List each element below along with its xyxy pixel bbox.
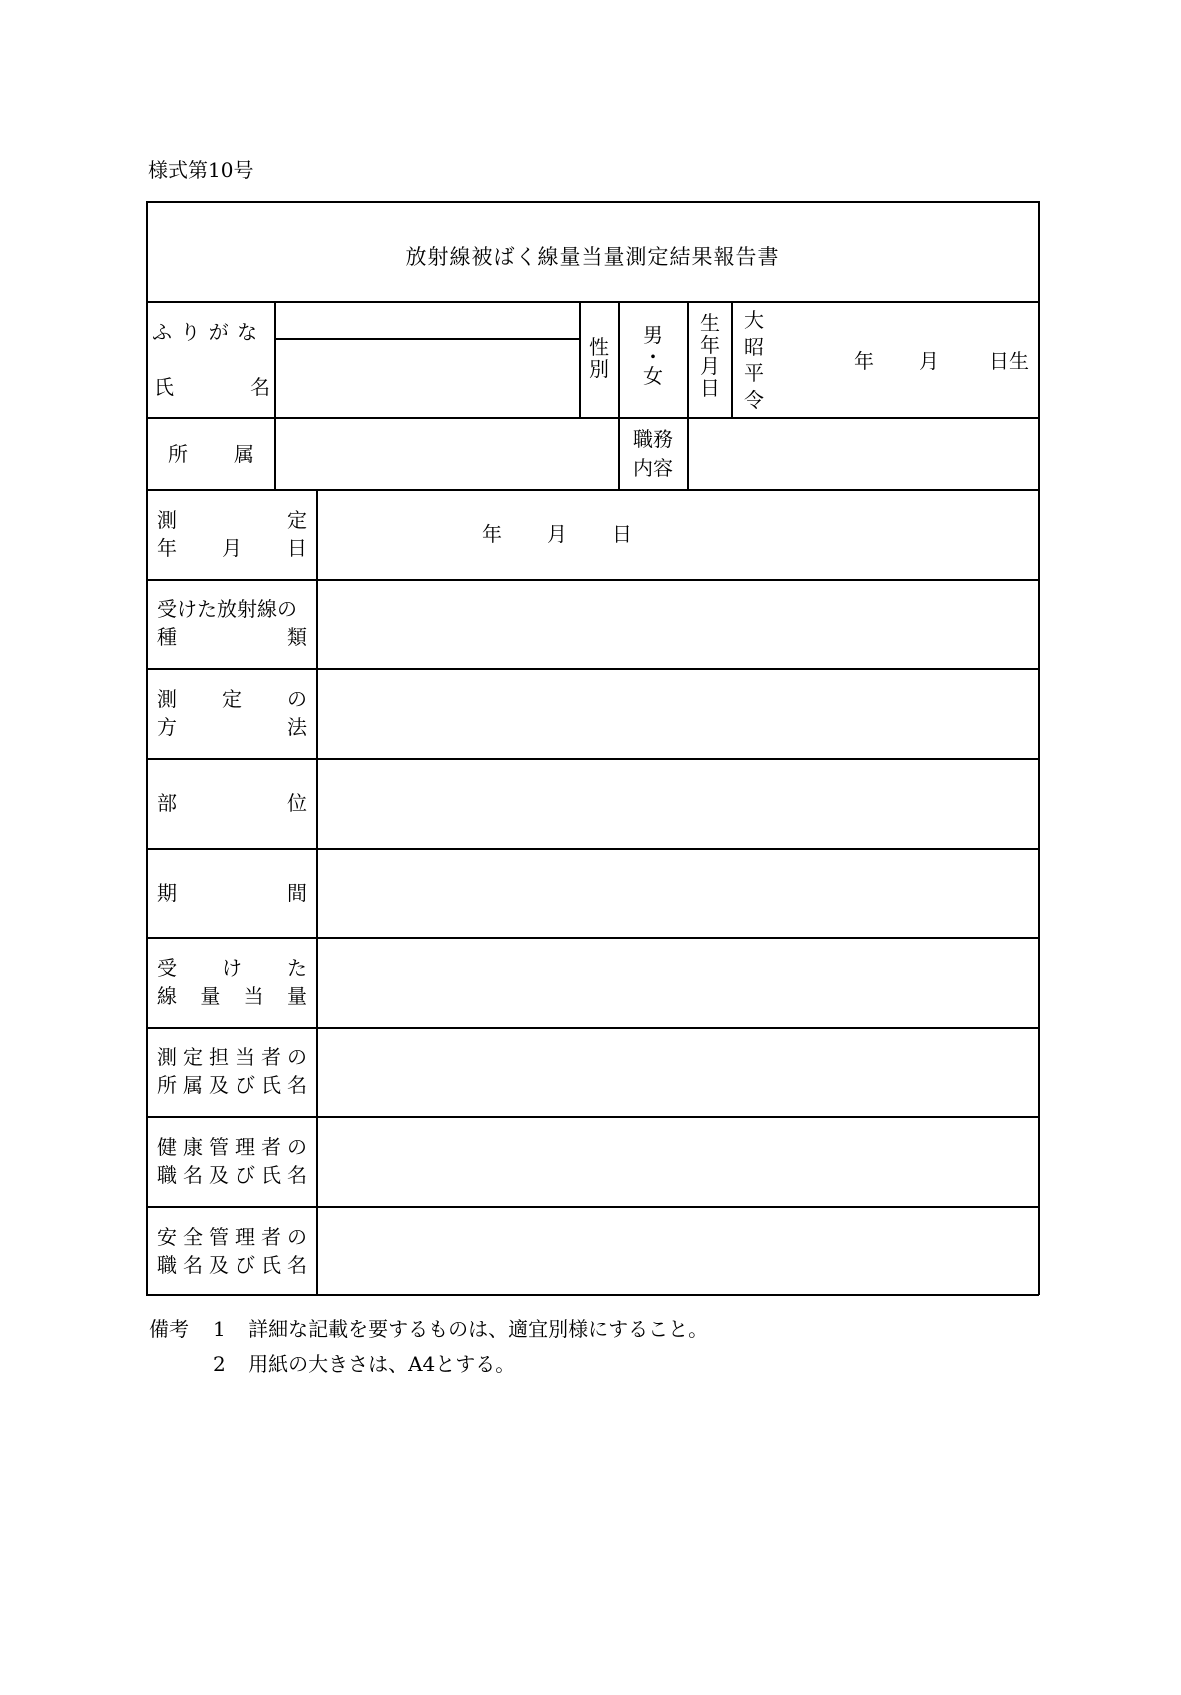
body-part-label: 部 位 [157, 791, 307, 815]
report-title: 放射線被ばく線量当量測定結果報告書 [405, 245, 780, 269]
measurement-method-field[interactable] [318, 670, 1037, 757]
furigana-label: ふ り が な [152, 320, 259, 344]
birth-date-label: 生 年 月 日 [700, 311, 720, 400]
health-manager-label: 健 康 管 理 者 の 職 名 及 び 氏 名 [157, 1135, 307, 1187]
sex-options[interactable]: 男 ・ 女 [643, 323, 663, 388]
radiation-type-label: 受けた放射線の 種 類 [157, 597, 307, 649]
health-manager-field[interactable] [318, 1118, 1037, 1205]
measurement-date-label: 測 定 年 月 日 [157, 508, 307, 560]
name-label: 氏 名 [154, 375, 270, 399]
birth-date-field[interactable]: 年 月 日生 [854, 349, 1029, 373]
era-options[interactable]: 大 昭 平 令 [744, 308, 764, 412]
duty-field[interactable] [689, 419, 1037, 488]
safety-manager-label: 安 全 管 理 者 の 職 名 及 び 氏 名 [157, 1225, 307, 1277]
remark-item: 1 詳細な記載を要するものは、適宜別様にすること。 [213, 1317, 709, 1341]
affiliation-label: 所 属 [168, 442, 254, 466]
sex-label: 性 別 [589, 335, 609, 381]
affiliation-field[interactable] [276, 419, 617, 488]
safety-manager-field[interactable] [318, 1208, 1037, 1293]
form-number: 様式第10号 [148, 158, 254, 182]
measurement-method-label: 測 定 の 方 法 [157, 687, 307, 739]
remark-item: 2 用紙の大きさは、A4とする。 [213, 1352, 516, 1376]
period-field[interactable] [318, 850, 1037, 936]
measurer-label: 測 定 担 当 者 の 所 属 及 び 氏 名 [157, 1045, 307, 1097]
body-part-field[interactable] [318, 760, 1037, 847]
radiation-type-field[interactable] [318, 581, 1037, 667]
dose-equivalent-label: 受 け た 線 量 当 量 [157, 956, 307, 1008]
measurer-field[interactable] [318, 1029, 1037, 1115]
name-field[interactable] [276, 340, 578, 416]
duty-label: 職務 内容 [633, 427, 673, 480]
remarks-label: 備考 [149, 1317, 189, 1341]
period-label: 期 間 [157, 881, 307, 905]
measurement-date-field[interactable]: 年 月 日 [482, 522, 632, 546]
furigana-field[interactable] [276, 303, 578, 338]
dose-equivalent-field[interactable] [318, 939, 1037, 1026]
